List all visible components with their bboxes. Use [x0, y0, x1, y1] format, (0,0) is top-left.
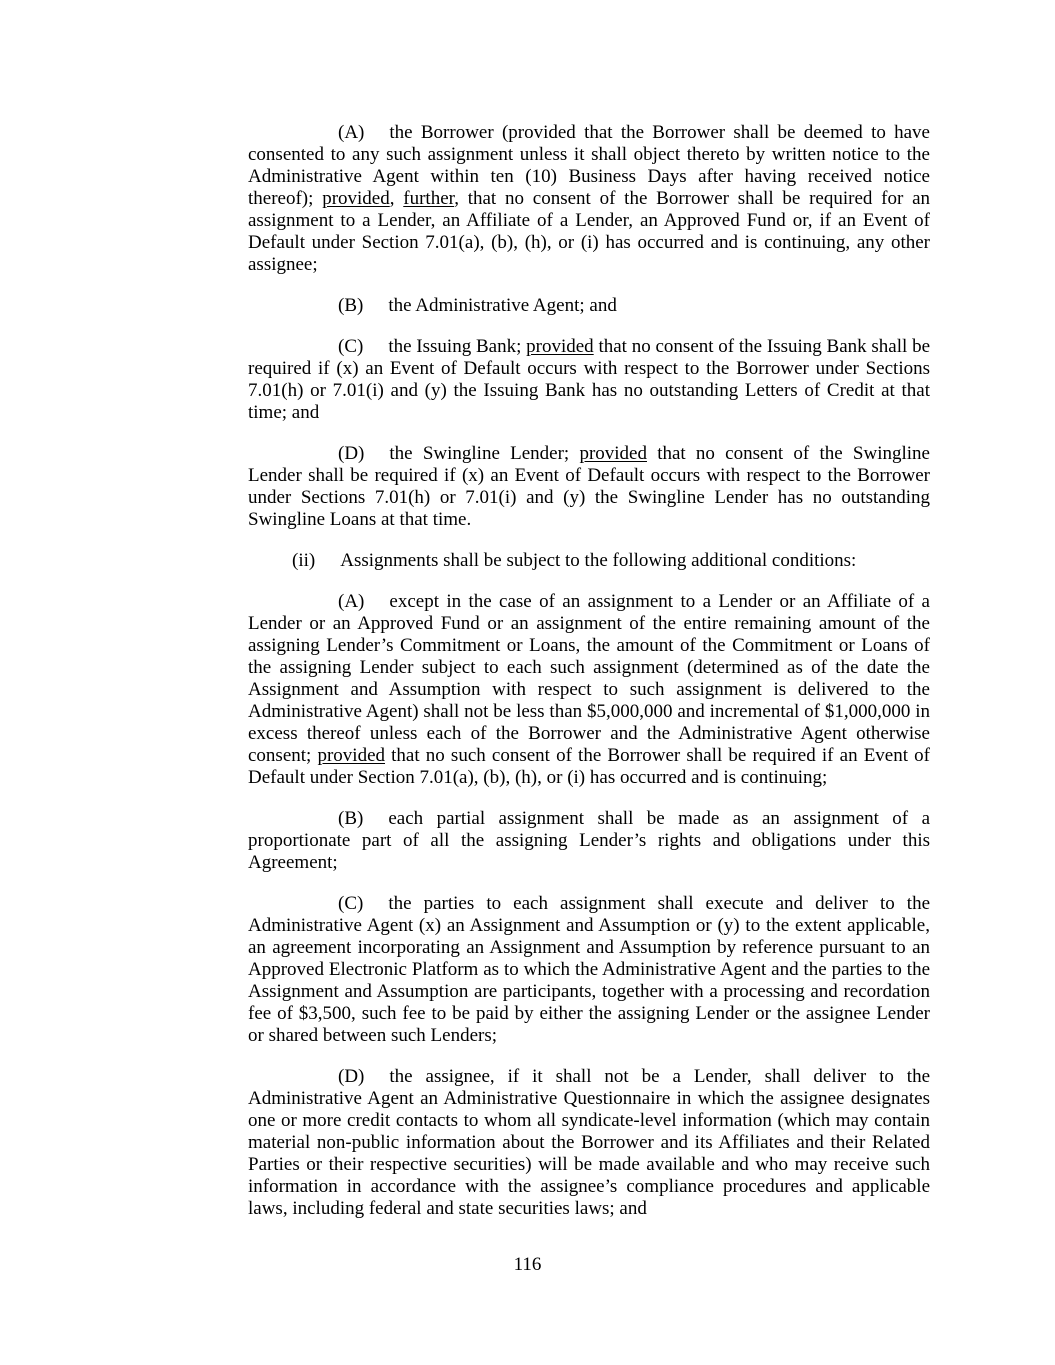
- text-run: , that no consent of the Borrower shall be required for an assignment to a Lender, an Affiliate of a Lender, an Approved Fund or, if an Event of Default under Section 7.01(a), (b), (h), or (i) has occurred and is continuing, any other assignee;: [248, 188, 931, 275]
- paragraph-label: (A): [338, 122, 365, 143]
- paragraph: [248, 808, 930, 874]
- text-run: each partial assignment shall be made as an assignment of a proportionate part of all the assigning Lender’s rights and obligations under this Agreement;: [248, 808, 930, 873]
- underlined-term: further: [403, 188, 455, 209]
- paragraph: [248, 1066, 930, 1220]
- text-run: Assignments shall be subject to the following additional conditions:: [340, 550, 857, 571]
- text-run: that no consent of the Issuing Bank shall be required if (x) an Event of Default occurs with respect to the Borrower under Sections 7.01(h) or 7.01(i) and (y) the Issuing Bank has no outstanding Letters of Credit at that time; and: [248, 336, 930, 423]
- paragraph: [248, 443, 930, 531]
- page-number: 116: [513, 1254, 542, 1275]
- text-run: the Swingline Lender;: [389, 443, 580, 464]
- text-run: the parties to each assignment shall execute and deliver to the Administrative Agent (x) an Assignment and Assumption or (y) to the extent applicable, an agreement incorporating an Assignment and Assumption by reference pursuant to an Approved Electronic Platform as to which the Administrative Agent and the parties to the Assignment and Assumption are participants, together with a processing and recordation fee of $3,500, such fee to be paid by either the assigning Lender or the assignee Lender or shared between such Lenders;: [248, 893, 930, 1046]
- paragraph: [248, 122, 930, 276]
- paragraph-label: (D): [338, 1066, 365, 1087]
- document-body: [248, 122, 930, 1239]
- paragraph: [248, 550, 930, 572]
- underlined-term: provided: [579, 443, 647, 464]
- text-run: the assignee, if it shall not be a Lender, shall deliver to the Administrative Agent an Administrative Questionnaire in which the assignee designates one or more credit contacts to whom all syndicate-level information (which may contain material non-public information about the Borrower and its Affiliates and their Related Parties or their respective securities) will be made available and who may receive such information in accordance with the assignee’s compliance procedures and applicable laws, including federal and state securities laws; and: [248, 1066, 930, 1219]
- underlined-term: provided: [526, 336, 594, 357]
- paragraph-label: (B): [338, 808, 364, 829]
- paragraph: [248, 336, 930, 424]
- text-run: that no such consent of the Borrower shall be required if an Event of Default under Section 7.01(a), (b), (h), or (i) has occurred and is continuing;: [248, 745, 930, 788]
- paragraph-label: (ii): [292, 550, 316, 571]
- paragraph-label: (B): [338, 295, 364, 316]
- paragraph-label: (D): [338, 443, 365, 464]
- text-run: the Borrower (provided that the Borrower shall be deemed to have consented to any such assignment unless it shall object thereto by written notice to the Administrative Agent within ten (10) Business Days after having received notice thereof);: [248, 122, 930, 209]
- text-run: except in the case of an assignment to a Lender or an Affiliate of a Lender or an Approved Fund or an assignment of the entire remaining amount of the assigning Lender’s Commitment or Loans, the amount of the Commitment or Loans of the assigning Lender subject to each such assignment (determined as of the date the Assignment and Assumption with respect to such assignment is delivered to the Administrative Agent) shall not be less than $5,000,000 and incremental of $1,000,000 in excess thereof unless each of the Borrower and the Administrative Agent otherwise consent;: [248, 591, 930, 766]
- text-run: the Issuing Bank;: [388, 336, 527, 357]
- text-run: the Administrative Agent; and: [388, 295, 617, 316]
- paragraph: [248, 591, 930, 789]
- underlined-term: provided: [322, 188, 390, 209]
- paragraph-label: (C): [338, 893, 364, 914]
- text-run: ,: [389, 188, 404, 209]
- text-run: that no consent of the Swingline Lender shall be required if (x) an Event of Default occurs with respect to the Borrower under Sections 7.01(h) or 7.01(i) and (y) the Swingline Lender has no outstanding Swingline Loans at that time.: [248, 443, 930, 530]
- paragraph-label: (C): [338, 336, 364, 357]
- paragraph: [248, 295, 930, 317]
- paragraph-label: (A): [338, 591, 365, 612]
- underlined-term: provided: [317, 745, 386, 766]
- paragraph: [248, 893, 930, 1047]
